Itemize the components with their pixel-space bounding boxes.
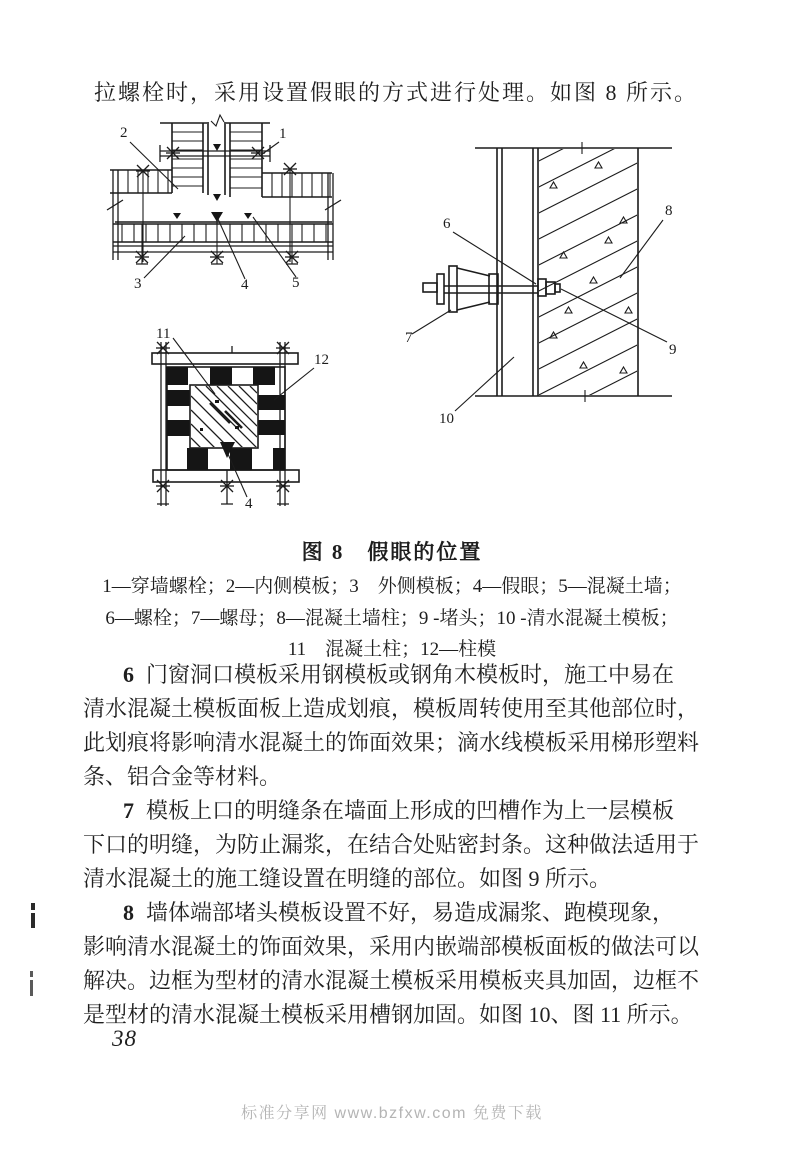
diagram2-label-7: 7 xyxy=(405,330,413,346)
figure8-wall-column-section-diagram xyxy=(395,128,705,433)
page-number: 38 xyxy=(112,1026,137,1051)
paragraph-8-line: 影响清水混凝土的饰面效果，采用内嵌端部模板面板的做法可以 xyxy=(83,934,700,959)
diagram2-label-6: 6 xyxy=(443,216,451,232)
paragraph-7-line: 7 模板上口的明缝条在墙面上形成的凹槽作为上一层模板 xyxy=(123,798,675,823)
diagram3-label-11: 11 xyxy=(156,326,171,342)
figure8-caption: 图 8 假眼的位置 xyxy=(301,540,483,564)
figure8-column-plan-diagram xyxy=(140,308,360,523)
legend-line-3: 11 混凝土柱；12—柱模 xyxy=(287,639,497,660)
diagram3-label-12: 12 xyxy=(314,352,329,368)
figure8-wall-tee-plan-diagram xyxy=(100,112,350,312)
scan-artifact-mark xyxy=(31,913,35,928)
scan-artifact-mark xyxy=(30,980,33,996)
paragraph-6-line: 条、铝合金等材料。 xyxy=(83,764,282,789)
diagram1-label-4: 4 xyxy=(241,277,249,293)
intro-line: 拉螺栓时，采用设置假眼的方式进行处理。如图 8 所示。 xyxy=(94,80,699,105)
paragraph-8-line: 解决。边框为型材的清水混凝土模板采用模板夹具加固，边框不 xyxy=(83,968,700,993)
diagram3-label-4: 4 xyxy=(245,496,253,512)
diagram2-label-9: 9 xyxy=(669,342,677,358)
paragraph-7-number: 7 xyxy=(123,798,134,823)
paragraph-6-line: 6 门窗洞口模板采用钢模板或钢角木模板时，施工中易在 xyxy=(123,662,675,687)
diagram2-label-8: 8 xyxy=(665,203,673,219)
diagram2-label-10: 10 xyxy=(439,411,454,427)
body-text-block xyxy=(83,658,701,1032)
diagram1-label-1: 1 xyxy=(279,126,287,142)
paragraph-6-number: 6 xyxy=(123,662,134,687)
paragraph-8-line: 8 墙体端部堵头模板设置不好，易造成漏浆、跑模现象， xyxy=(123,900,675,925)
figure8-legend xyxy=(83,571,701,666)
paragraph-6-line: 此划痕将影响清水混凝土的饰面效果；滴水线模板采用梯形塑料 xyxy=(83,730,700,755)
paragraph-8-number: 8 xyxy=(123,900,134,925)
diagram1-label-3: 3 xyxy=(134,276,142,292)
diagram1-label-5: 5 xyxy=(292,275,300,291)
paragraph-6-line: 清水混凝土模板面板上造成划痕，模板周转使用至其他部位时， xyxy=(83,696,700,721)
scan-artifact-mark xyxy=(30,971,33,977)
diagram1-label-2: 2 xyxy=(120,125,128,141)
paragraph-7-line: 下口的明缝，为防止漏浆，在结合处贴密封条。这种做法适用于 xyxy=(83,832,700,857)
scan-artifact-mark xyxy=(31,903,35,910)
legend-line-1: 1—穿墙螺栓；2—内侧模板；3 外侧模板；4—假眼；5—混凝土墙； xyxy=(102,576,682,597)
watermark-text: 标准分享网 www.bzfxw.com 免费下载 xyxy=(241,1105,543,1122)
paragraph-8-line: 是型材的清水混凝土模板采用槽钢加固。如图 10、图 11 所示。 xyxy=(83,1002,693,1027)
paragraph-7-line: 清水混凝土的施工缝设置在明缝的部位。如图 9 所示。 xyxy=(83,866,612,891)
legend-line-2: 6—螺栓；7—螺母；8—混凝土墙柱；9 -堵头；10 -清水混凝土模板； xyxy=(105,607,679,629)
